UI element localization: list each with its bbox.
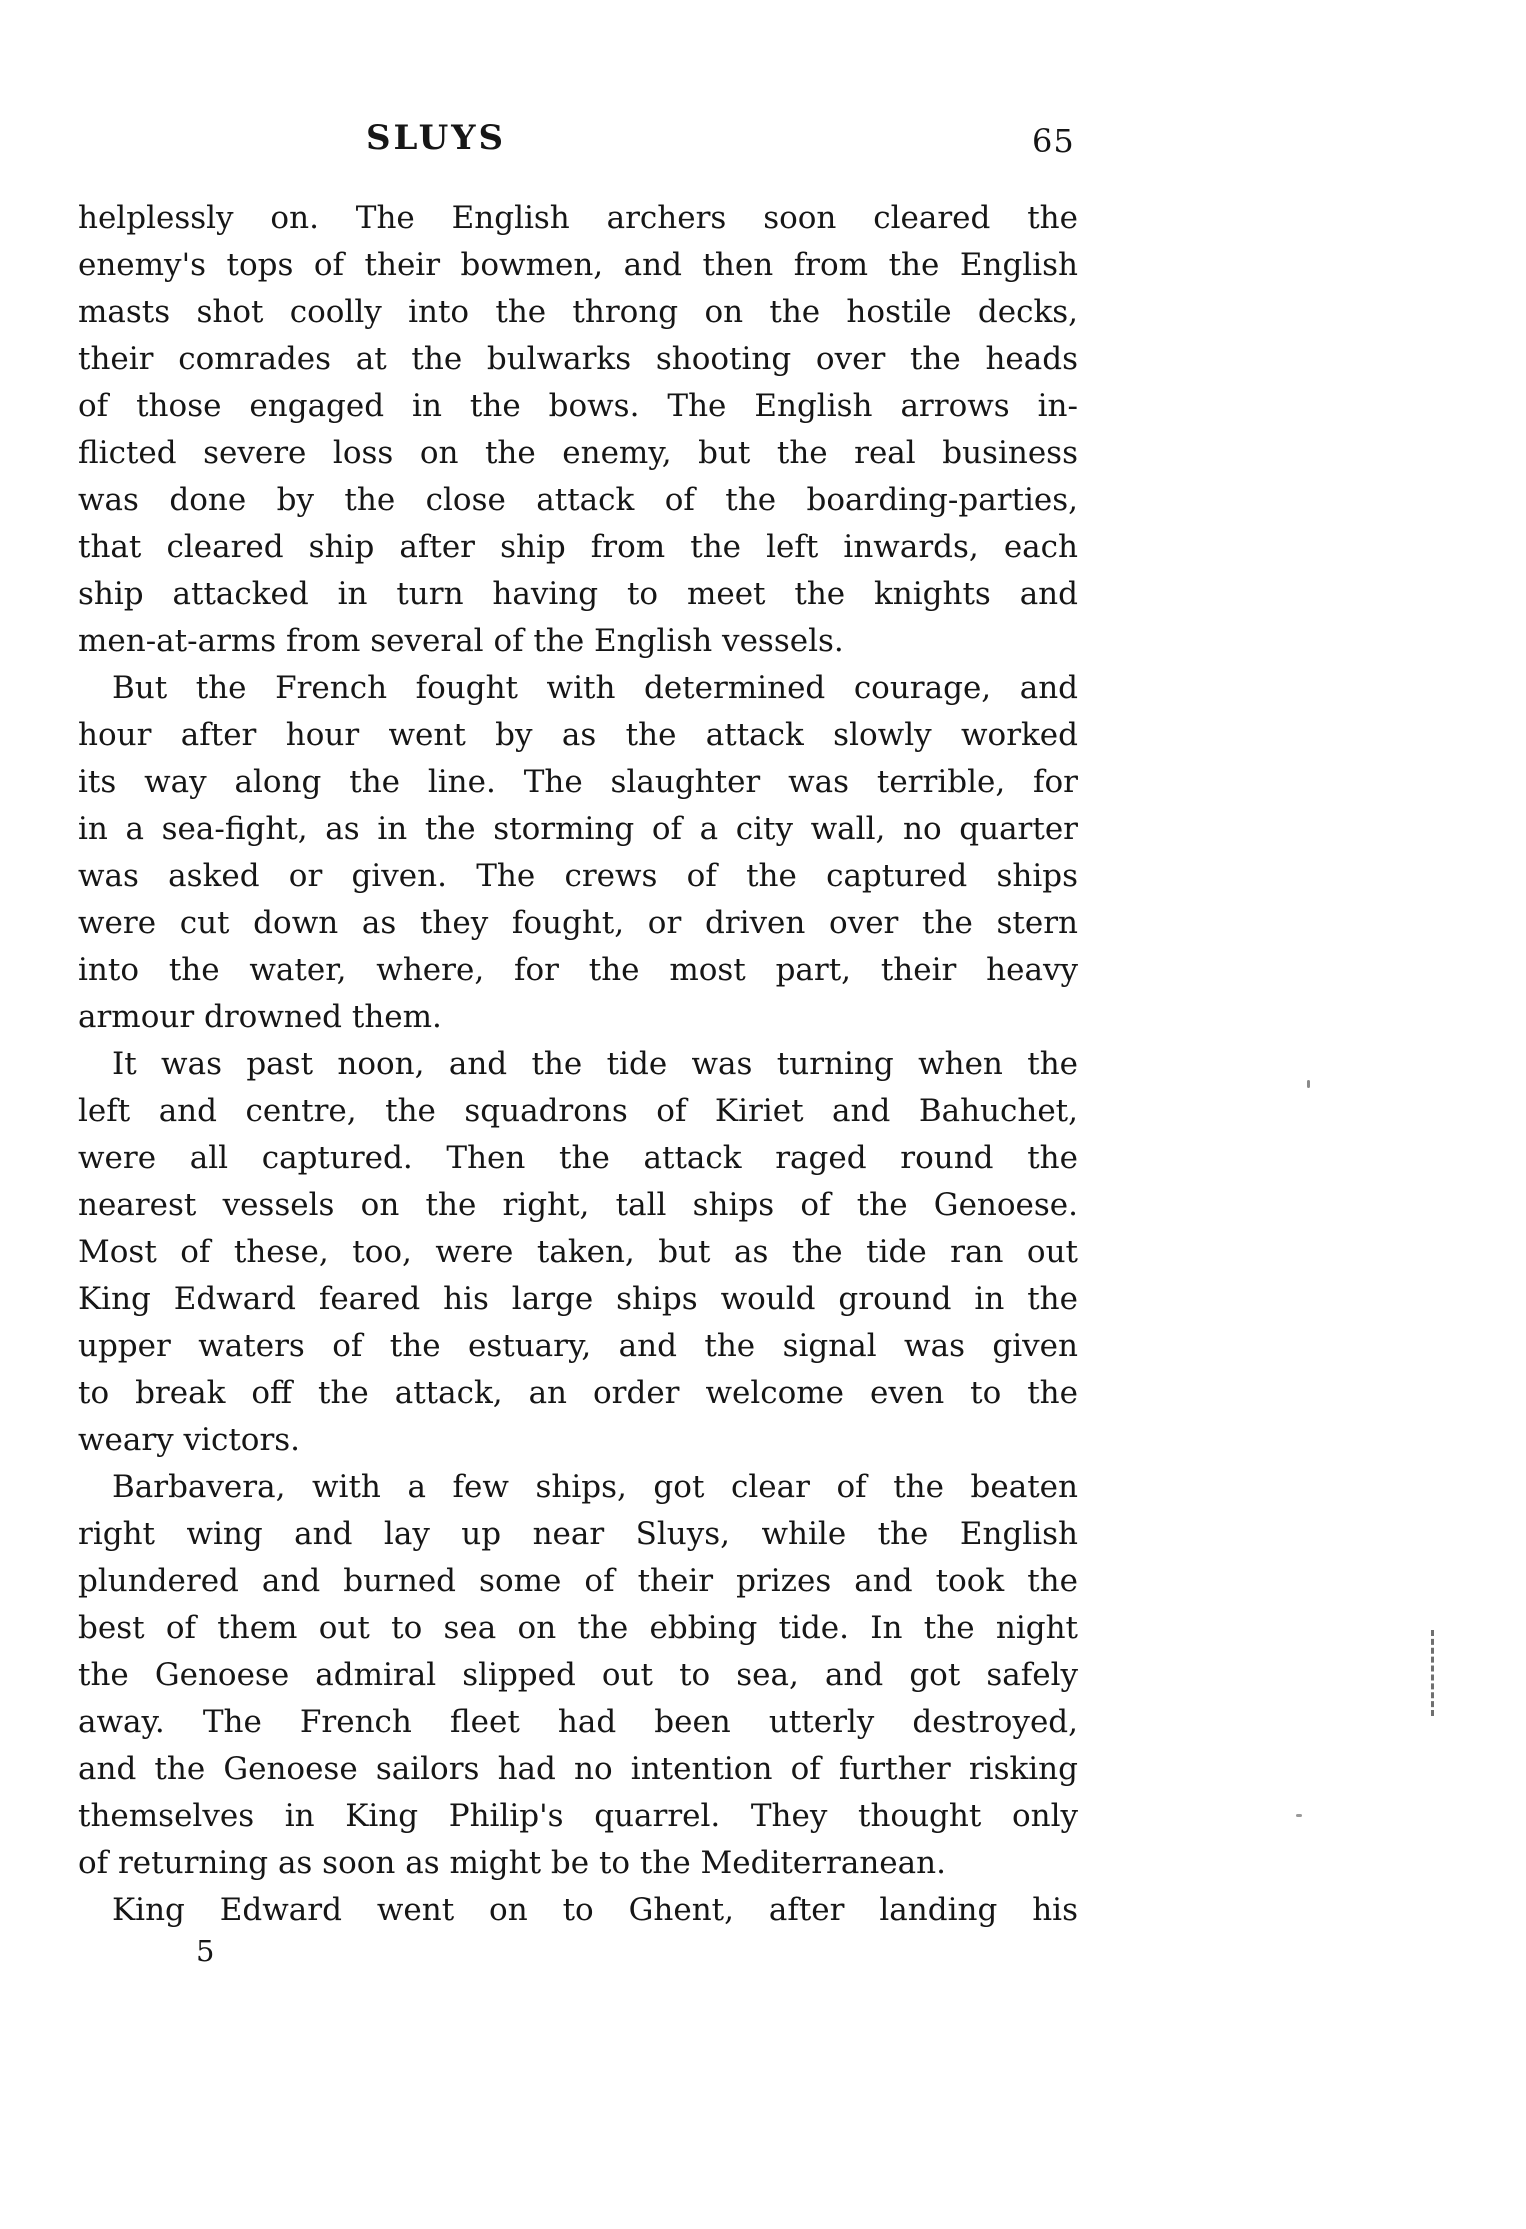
text-line: Barbavera, with a few ships, got clear of the beaten (112, 1469, 1078, 1505)
text-line: upper waters of the estuary, and the signal was given (78, 1328, 1078, 1364)
text-line: was done by the close attack of the boarding-parties, (78, 482, 1078, 518)
text-line: weary victors. (78, 1422, 301, 1458)
page-number: 65 (1032, 122, 1075, 160)
text-line: King Edward went on to Ghent, after landing his (112, 1892, 1078, 1928)
text-line: were all captured. Then the attack raged round the (78, 1140, 1078, 1176)
scan-dash-artifact (1431, 1630, 1434, 1716)
text-line: best of them out to sea on the ebbing tide. In the night (78, 1610, 1078, 1646)
text-line: Most of these, too, were taken, but as the tide ran out (78, 1234, 1078, 1270)
text-line: the Genoese admiral slipped out to sea, and got safely (78, 1657, 1078, 1693)
text-line: themselves in King Philip's quarrel. They thought only (78, 1798, 1078, 1834)
scan-speck-artifact (1307, 1080, 1310, 1088)
text-line: It was past noon, and the tide was turning when the (112, 1046, 1078, 1082)
text-line: and the Genoese sailors had no intention of further risking (78, 1751, 1078, 1787)
text-line: that cleared ship after ship from the left inwards, each (78, 529, 1078, 565)
text-line: was asked or given. The crews of the captured ships (78, 858, 1078, 894)
text-line: helplessly on. The English archers soon cleared the (78, 200, 1078, 236)
text-line: enemy's tops of their bowmen, and then from the English (78, 247, 1078, 283)
text-line: to break off the attack, an order welcome even to the (78, 1375, 1078, 1411)
text-line: men-at-arms from several of the English vessels. (78, 623, 844, 659)
text-line: left and centre, the squadrons of Kiriet and Bahuchet, (78, 1093, 1078, 1129)
text-line: of those engaged in the bows. The English arrows in- (78, 388, 1078, 424)
signature-mark: 5 (196, 1934, 215, 1968)
text-line: were cut down as they fought, or driven over the stern (78, 905, 1078, 941)
running-head-title: SLUYS (366, 118, 507, 158)
text-line: But the French fought with determined courage, and (112, 670, 1078, 706)
text-line: flicted severe loss on the enemy, but the real business (78, 435, 1078, 471)
text-line: nearest vessels on the right, tall ships of the Genoese. (78, 1187, 1078, 1223)
text-line: hour after hour went by as the attack slowly worked (78, 717, 1078, 753)
text-line: plundered and burned some of their prizes and took the (78, 1563, 1078, 1599)
text-line: away. The French fleet had been utterly destroyed, (78, 1704, 1078, 1740)
text-line: of returning as soon as might be to the Mediterranean. (78, 1845, 946, 1881)
text-line: ship attacked in turn having to meet the knights and (78, 576, 1078, 612)
text-line: armour drowned them. (78, 999, 442, 1035)
body-text (78, 195, 1078, 1934)
text-line: into the water, where, for the most part, their heavy (78, 952, 1078, 988)
text-line: masts shot coolly into the throng on the hostile decks, (78, 294, 1078, 330)
text-line: in a sea-fight, as in the storming of a city wall, no quarter (78, 811, 1078, 847)
text-line: its way along the line. The slaughter was terrible, for (78, 764, 1078, 800)
text-line: their comrades at the bulwarks shooting over the heads (78, 341, 1078, 377)
text-line: King Edward feared his large ships would ground in the (78, 1281, 1078, 1317)
text-line: right wing and lay up near Sluys, while the English (78, 1516, 1078, 1552)
scan-speck-artifact (1296, 1814, 1302, 1817)
